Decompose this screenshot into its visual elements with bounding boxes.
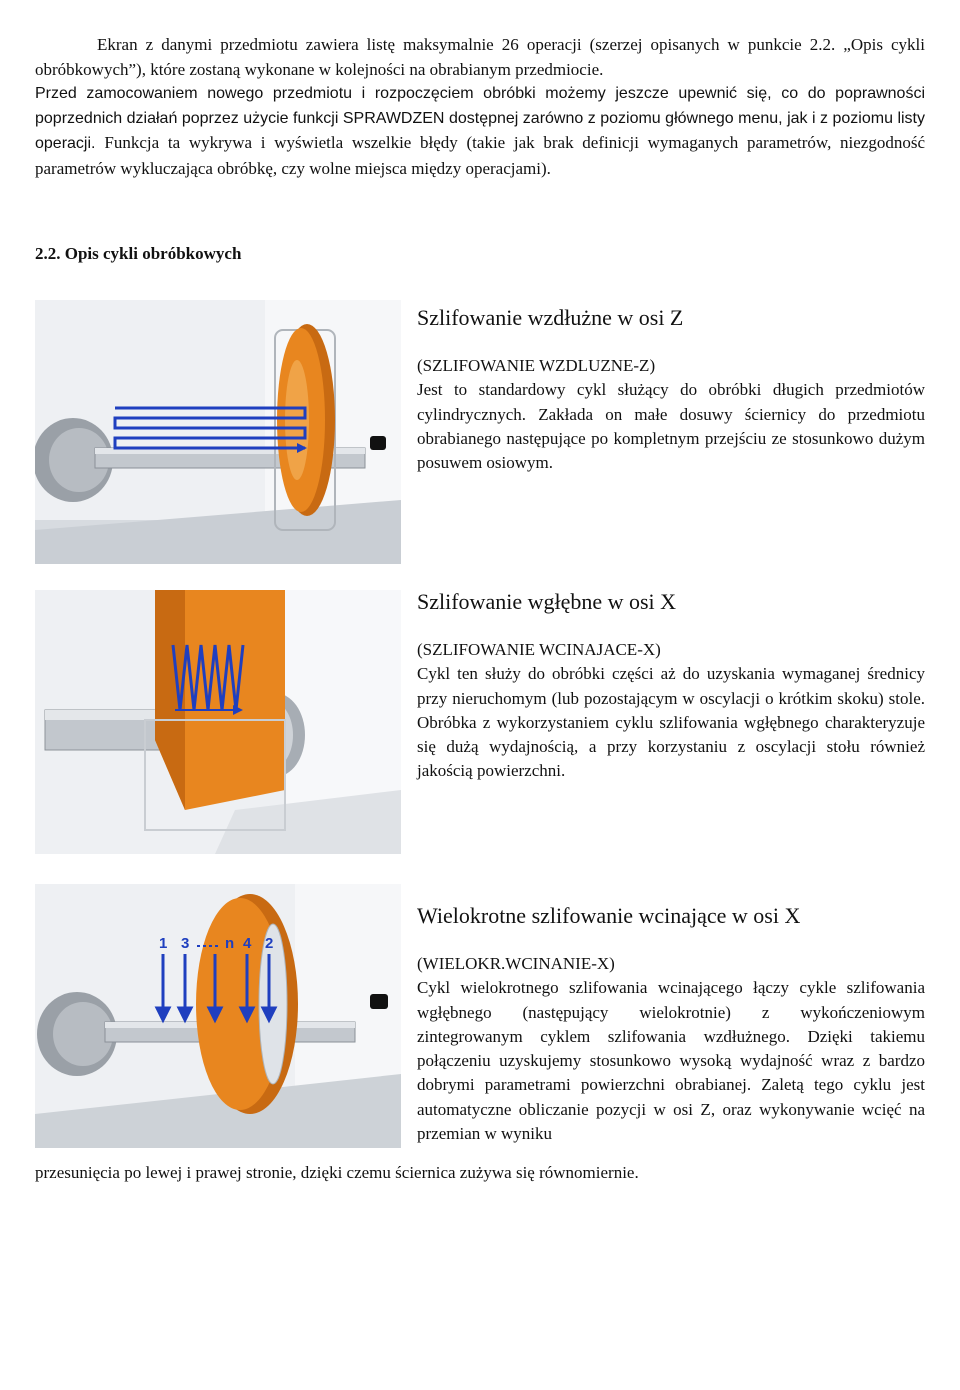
cycle-3-code: (WIELOKR.WCINANIE-X) (417, 954, 615, 973)
intro-paragraph-2-a: Przed zamocowaniem nowego przedmiotu i rozpoczęciem obróbki możemy jeszcze upewnić się, co do poprawności poprzednich działań poprzez użycie funkcji SPRAWDZEN dostępnej zarówno z poziomu głównego menu, jak i z poziomu listy operacji. (35, 85, 925, 153)
cycle-3-continuation: przesunięcia po lewej i prawej stronie, dzięki czemu ściernica zużywa się równomiernie. (35, 1163, 639, 1182)
longitudinal-grinding-illustration (35, 300, 401, 564)
cycle-block-2 (417, 588, 925, 784)
cycle-block-3 (417, 902, 925, 1146)
multi-plunge-label-n: n (225, 935, 235, 952)
plunge-grinding-illustration (35, 590, 401, 854)
cycle-1-description: Jest to standardowy cykl służący do obróbki długich przedmiotów cylindrycznych. Zakłada on małe dosuwy ściernicy do przedmiotu obrabianego następujące po kompletnym przejściu ze stosunkowo dużym posuwem osiowym. (417, 380, 925, 473)
cycle-1-code: (SZLIFOWANIE WZDLUZNE-Z) (417, 356, 656, 375)
section-heading: 2.2. Opis cykli obróbkowych (35, 244, 242, 263)
multi-plunge-grinding-illustration (35, 884, 401, 1148)
intro-text (35, 33, 925, 183)
cycle-2-description: Cykl ten służy do obróbki części aż do uzyskania wymaganej średnicy przy nieruchomym (lub pozostającym w oscylacji o krótkim skoku) stole. Obróbka z wykorzystaniem cyklu szlifowania wgłębnego charakteryzuje się dużą wydajnością, a przy korzystaniu z oscylacji stołu również jakością powierzchni. (417, 664, 925, 781)
cycle-2-title: Szlifowanie wgłębne w osi X (417, 589, 677, 614)
cycle-2-code: (SZLIFOWANIE WCINAJACE-X) (417, 640, 661, 659)
multi-plunge-label-4: 4 (243, 935, 252, 952)
intro-paragraph-2 (35, 82, 925, 182)
cycle-3-title: Wielokrotne szlifowanie wcinające w osi X (417, 903, 801, 928)
multi-plunge-label-2: 2 (265, 935, 274, 952)
multi-plunge-label-3: 3 (181, 935, 190, 952)
intro-paragraph-2-b: Funkcja ta wykrywa i wyświetla wszelkie błędy (takie jak brak definicji wymaganych parametrów, niezgodność parametrów wykluczająca obróbkę, czy wolne miejsca między operacjami). (35, 133, 925, 178)
multi-plunge-label-1: 1 (159, 935, 168, 952)
cycle-block-1 (417, 304, 925, 475)
figure-plunge-grinding (35, 590, 401, 854)
intro-paragraph-1: Ekran z danymi przedmiotu zawiera listę maksymalnie 26 operacji (szerzej opisanych w punkcie 2.2. „Opis cykli obróbkowych”), które zostaną wykonane w kolejności na obrabianym przedmiocie. (35, 35, 925, 79)
figure-longitudinal-grinding (35, 300, 401, 564)
cycle-1-title: Szlifowanie wzdłużne w osi Z (417, 305, 684, 330)
figure-multi-plunge-grinding (35, 884, 401, 1148)
cycle-3-description: Cykl wielokrotnego szlifowania wcinającego łączy cykle szlifowania wgłębnego (następujący wielokrotnie) z wykończeniowym zintegrowanym cyklem szlifowania wzdłużnego. Dzięki takiemu połączeniu uzyskujemy stosunkowo wysoką wydajność wraz z bardzo dobrymi parametrami powierzchni obrabianej. Zaletą tego cyklu jest automatyczne obliczanie pozycji w osi Z, oraz wykonywanie wcięć na przemian w wyniku (417, 978, 925, 1144)
